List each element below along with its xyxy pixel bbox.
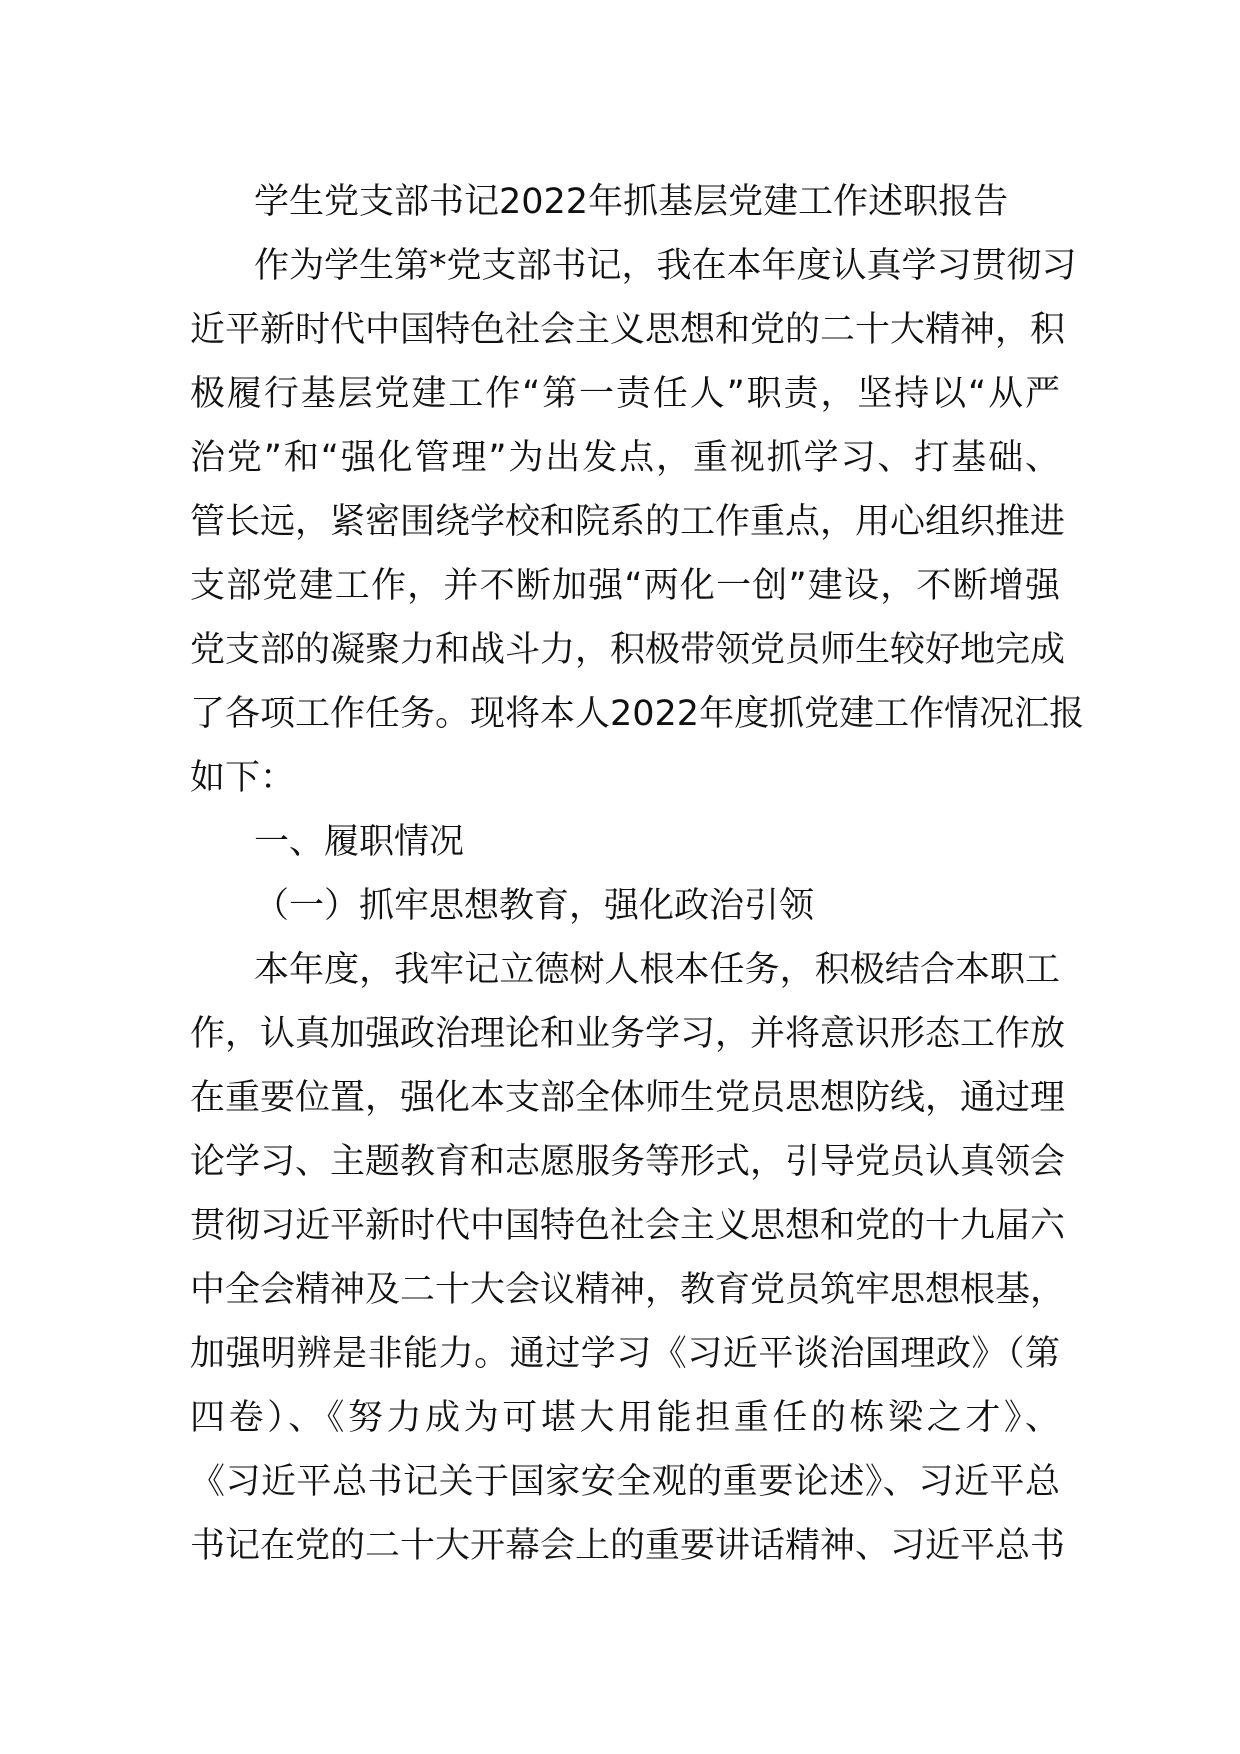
body-line: 加强明辨是非能力。通过学习《习近平谈治国理政》（第 <box>190 1334 1060 1374</box>
body-line: 贯彻习近平新时代中国特色社会主义思想和党的十九届六 <box>190 1206 1066 1246</box>
body-line: 四卷）、《努力成为可堪大用能担重任的栋梁之才》、 <box>190 1398 1060 1438</box>
intro-line: 极履行基层党建工作“第一责任人”职责，坚持以“从严 <box>190 374 1060 414</box>
intro-line: 党支部的凝聚力和战斗力，积极带领党员师生较好地完成 <box>190 630 1066 670</box>
intro-line: 治党”和“强化管理”为出发点，重视抓学习、打基础、 <box>190 438 1060 478</box>
intro-line: 管长远，紧密围绕学校和院系的工作重点，用心组织推进 <box>190 502 1066 542</box>
body-line: 《习近平总书记关于国家安全观的重要论述》、习近平总 <box>190 1462 1060 1502</box>
intro-line: 支部党建工作，并不断加强“两化一创”建设，不断增强 <box>190 566 1060 606</box>
intro-line: 近平新时代中国特色社会主义思想和党的二十大精神，积 <box>190 310 1066 350</box>
body-line: 在重要位置，强化本支部全体师生党员思想防线，通过理 <box>190 1078 1066 1118</box>
intro-line: 了各项工作任务。现将本人2022年度抓党建工作情况汇报 <box>190 694 1085 734</box>
body-line: 中全会精神及二十大会议精神，教育党员筑牢思想根基， <box>190 1270 1066 1310</box>
intro-line: 作为学生第*党支部书记，我在本年度认真学习贯彻习 <box>254 246 1077 286</box>
section-heading: 一、履职情况 <box>254 822 465 862</box>
body-line: 作，认真加强政治理论和业务学习，并将意识形态工作放 <box>190 1014 1066 1054</box>
document-content <box>190 170 1085 1578</box>
body-line: 本年度，我牢记立德树人根本任务，积极结合本职工 <box>254 950 1060 990</box>
document-title: 学生党支部书记2022年抓基层党建工作述职报告 <box>254 182 1009 222</box>
intro-line: 如下： <box>190 758 296 798</box>
subsection-heading: （一）抓牢思想教育，强化政治引领 <box>254 886 815 926</box>
body-line: 论学习、主题教育和志愿服务等形式，引导党员认真领会 <box>190 1142 1066 1182</box>
body-line: 书记在党的二十大开幕会上的重要讲话精神、习近平总书 <box>190 1526 1066 1566</box>
